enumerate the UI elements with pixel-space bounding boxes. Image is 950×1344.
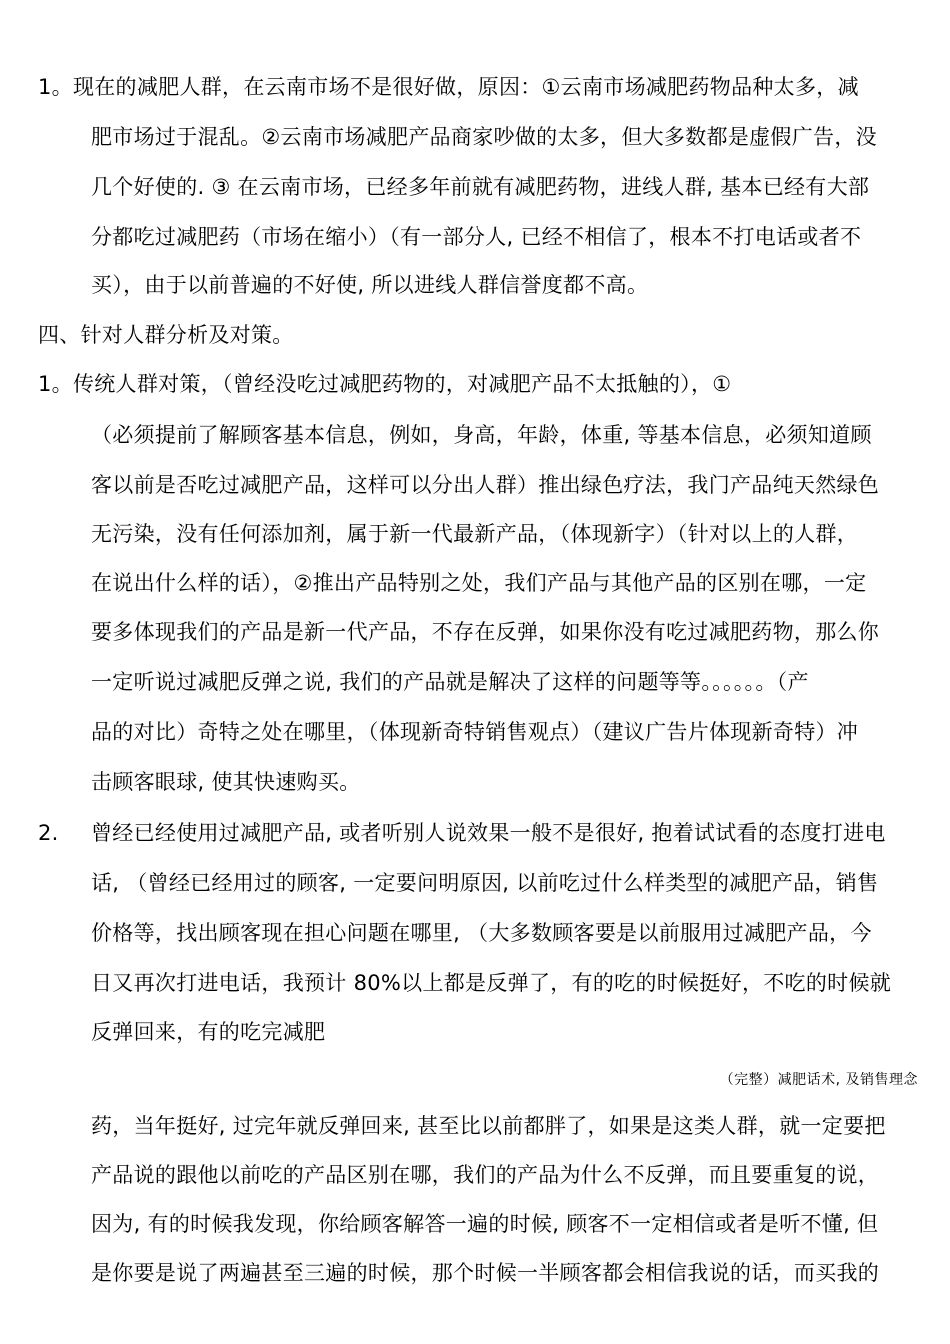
paragraph-line: 买），由于以前普遍的不好使, 所以进线人群信誉度都不高。 bbox=[91, 273, 649, 297]
paragraph-line: 话, （曾经已经用过的顾客, 一定要问明原因, 以前吃过什么样类型的减肥产品，销售 bbox=[91, 871, 879, 895]
paragraph-line: 在说出什么样的话），②推出产品特别之处，我们产品与其他产品的区别在哪，一定 bbox=[91, 571, 867, 595]
list-number: 2. bbox=[38, 821, 59, 845]
paragraph-line: 价格等，找出顾客现在担心问题在哪里, （大多数顾客要是以前服用过减肥产品，今 bbox=[91, 921, 872, 945]
paragraph-line: 因为, 有的时候我发现，你给顾客解答一遍的时候, 顾客不一定相信或者是听不懂, 但 bbox=[91, 1212, 879, 1236]
paragraph-line: 肥市场过于混乱。②云南市场减肥产品商家吵做的太多，但大多数都是虚假广告，没 bbox=[91, 125, 877, 149]
paragraph-line: 几个好使的. ③ 在云南市场，已经多年前就有减肥药物，进线人群, 基本已经有大部 bbox=[91, 175, 870, 199]
paragraph-line: 曾经已经使用过减肥产品, 或者听别人说效果一般不是很好, 抱着试试看的态度打进电 bbox=[91, 821, 886, 845]
paragraph-line: 无污染，没有任何添加剂，属于新一代最新产品，（体现新字）（针对以上的人群， bbox=[91, 522, 859, 546]
paragraph-line: 产品说的跟他以前吃的产品区别在哪，我们的产品为什么不反弹，而且要重复的说， bbox=[91, 1163, 880, 1187]
section-heading: 四、针对人群分析及对策。 bbox=[38, 323, 294, 347]
paragraph-line: （必须提前了解顾客基本信息，例如，身高，年龄，体重, 等基本信息，必须知道顾 bbox=[91, 423, 872, 447]
paragraph-line: 要多体现我们的产品是新一代产品，不存在反弹，如果你没有吃过减肥药物，那么你 bbox=[91, 620, 880, 644]
paragraph-line: 1。传统人群对策，（曾经没吃过减肥药物的，对减肥产品不太抵触的），① bbox=[38, 372, 732, 396]
paragraph-line: 品的对比）奇特之处在哪里，（体现新奇特销售观点）（建议广告片体现新奇特）冲 bbox=[91, 720, 859, 744]
paragraph-line: 客以前是否吃过减肥产品，这样可以分出人群）推出绿色疗法，我门产品纯天然绿色 bbox=[91, 473, 880, 497]
paragraph-line: 是你要是说了两遍甚至三遍的时候，那个时候一半顾客都会相信我说的话，而买我的 bbox=[91, 1261, 880, 1285]
page-footer-note: （完整）减肥话术, 及销售理念 bbox=[719, 1072, 918, 1088]
paragraph-line: 1。现在的减肥人群，在云南市场不是很好做，原因：①云南市场减肥药物品种太多，减 bbox=[38, 75, 859, 99]
paragraph-line: 一定听说过减肥反弹之说, 我们的产品就是解决了这样的问题等等。。。。。。（产 bbox=[91, 670, 809, 694]
paragraph-line: 反弹回来，有的吃完减肥 bbox=[91, 1020, 326, 1044]
paragraph-line: 日又再次打进电话，我预计 80%以上都是反弹了，有的吃的时候挺好，不吃的时候就 bbox=[91, 971, 892, 995]
paragraph-line: 分都吃过减肥药（市场在缩小）（有一部分人, 已经不相信了，根本不打电话或者不 bbox=[91, 225, 862, 249]
paragraph-line: 击顾客眼球, 使其快速购买。 bbox=[91, 770, 361, 794]
paragraph-line: 药，当年挺好, 过完年就反弹回来, 甚至比以前都胖了，如果是这类人群，就一定要把 bbox=[91, 1114, 886, 1138]
